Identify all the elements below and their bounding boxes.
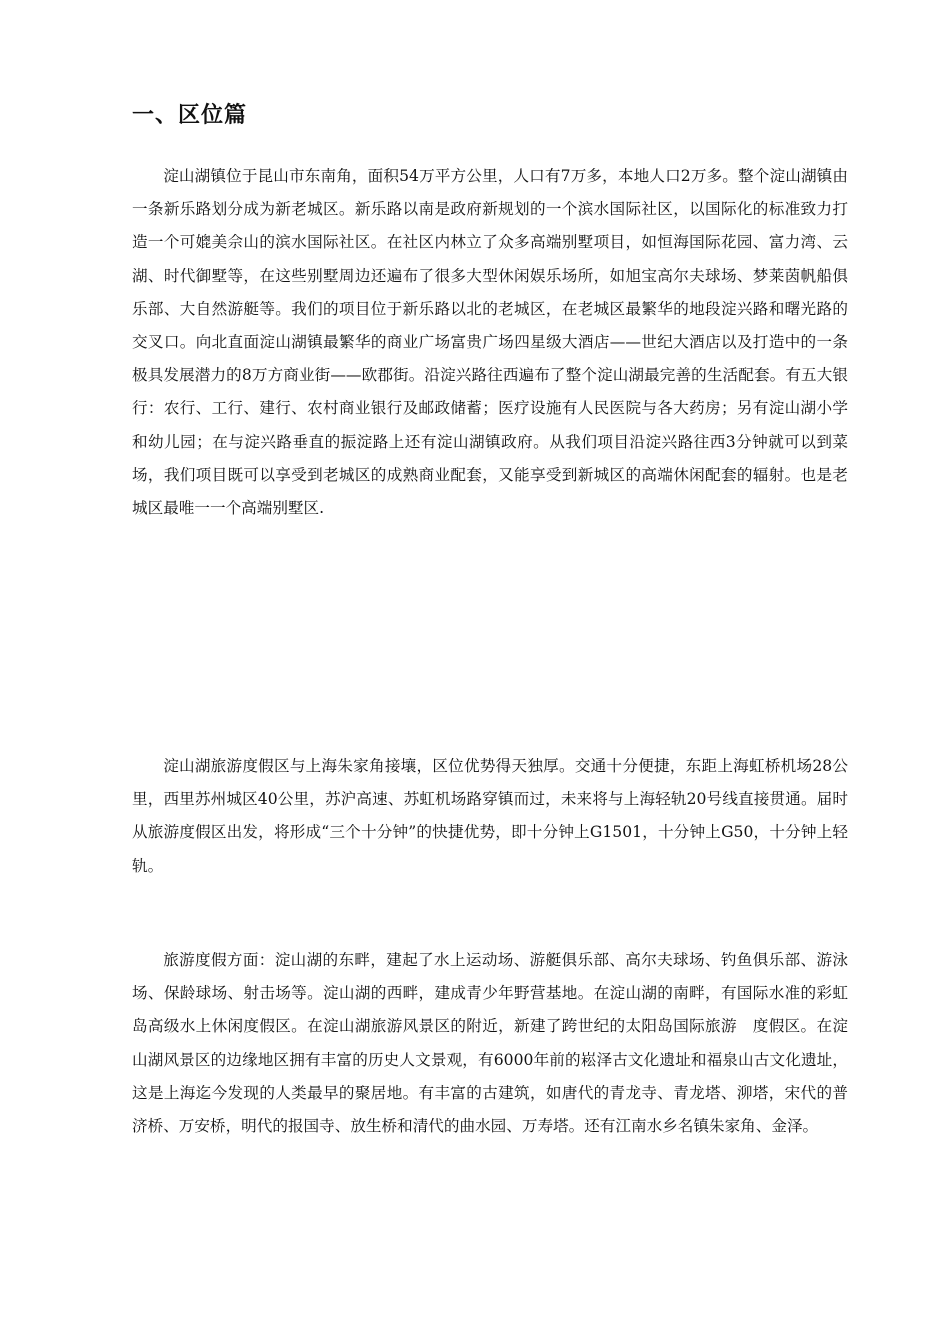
- paragraph-transportation: 淀山湖旅游度假区与上海朱家角接壤，区位优势得天独厚。交通十分便捷，东距上海虹桥机场28公里，西里苏州城区40公里，苏沪高速、苏虹机场路穿镇而过，未来将与上海轻轨20号线直接贯通。届时从旅游度假区出发，将形成“三个十分钟”的快捷优势，即十分钟上G1501，十分钟上G50，十分钟上轻轨。: [132, 757, 848, 875]
- section-heading: 一、区位篇: [132, 103, 248, 128]
- paragraph-location-overview: 淀山湖镇位于昆山市东南角，面积54万平方公里，人口有7万多，本地人口2万多。整个淀山湖镇由一条新乐路划分成为新老城区。新乐路以南是政府新规划的一个滨水国际社区，以国际化的标准致力打造一个可媲美佘山的滨水国际社区。在社区内林立了众多高端别墅项目，如恒海国际花园、富力湾、云湖、时代御墅等，在这些别墅周边还遍布了很多大型休闲娱乐场所，如旭宝高尔夫球场、梦莱茵帆船俱乐部、大自然游艇等。我们的项目位于新乐路以北的老城区，在老城区最繁华的地段淀兴路和曙光路的交叉口。向北直面淀山湖镇最繁华的商业广场富贵广场四星级大酒店——世纪大酒店以及打造中的一条极具发展潜力的8万方商业街——欧郡街。沿淀兴路往西遍布了整个淀山湖最完善的生活配套。有五大银行：农行、工行、建行、农村商业银行及邮政储蓄；医疗设施有人民医院与各大药房；另有淀山湖小学和幼儿园；在与淀兴路垂直的振淀路上还有淀山湖镇政府。从我们项目沿淀兴路往西3分钟就可以到菜场，我们项目既可以享受到老城区的成熟商业配套，又能享受到新城区的高端休闲配套的辐射。也是老城区最唯一一个高端别墅区.: [132, 167, 848, 518]
- paragraph-tourism: 旅游度假方面：淀山湖的东畔，建起了水上运动场、游艇俱乐部、高尔夫球场、钓鱼俱乐部、游泳场、保龄球场、射击场等。淀山湖的西畔，建成青少年野营基地。在淀山湖的南畔，有国际水准的彩虹岛高级水上休闲度假区。在淀山湖旅游风景区的附近，新建了跨世纪的太阳岛国际旅游 度假区。在淀山湖风景区的边缘地区拥有丰富的历史人文景观，有6000年前的崧泽古文化遗址和福泉山古文化遗址，这是上海迄今发现的人类最早的聚居地。有丰富的古建筑，如唐代的青龙寺、青龙塔、泖塔，宋代的普济桥、万安桥，明代的报国寺、放生桥和清代的曲水园、万寿塔。还有江南水乡名镇朱家角、金泽。: [132, 951, 848, 1136]
